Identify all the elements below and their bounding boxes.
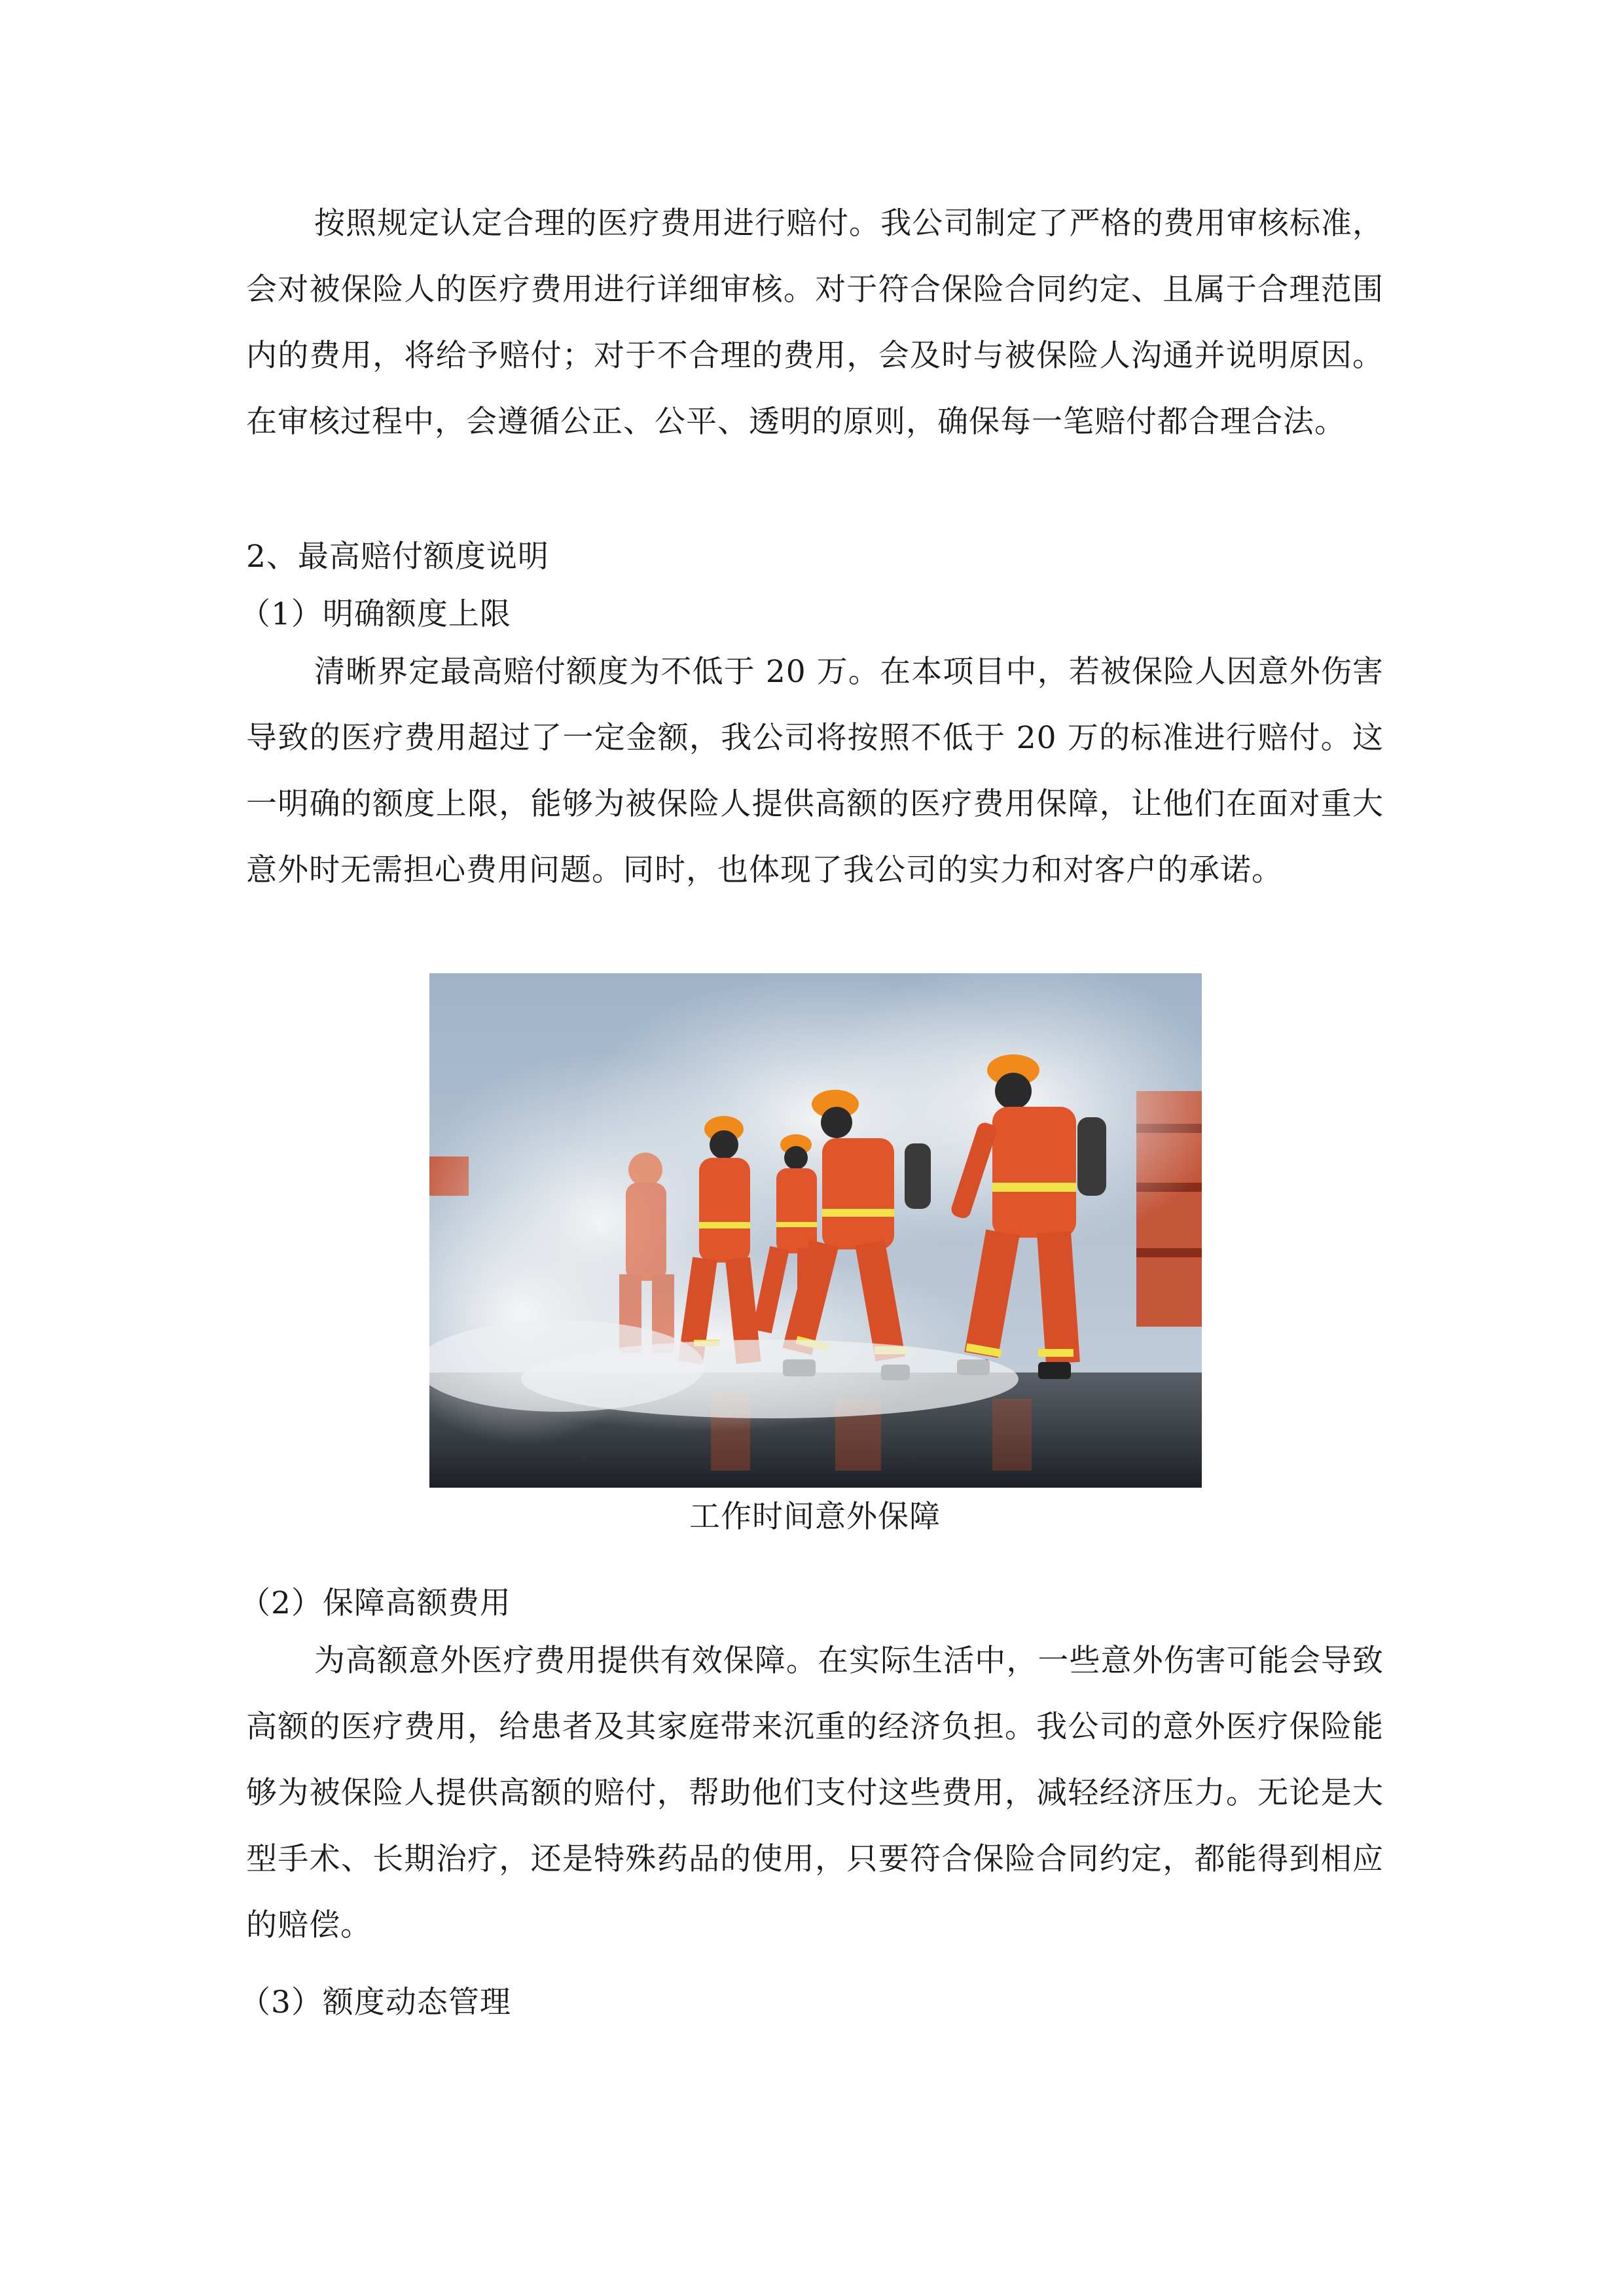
subheading-limit: （1）明确额度上限 bbox=[240, 596, 511, 632]
subheading-high-cost: （2）保障高额费用 bbox=[240, 1585, 511, 1621]
paragraph-high-cost: 为高额意外医疗费用提供有效保障。在实际生活中，一些意外伤害可能会导致高额的医疗费用，给患者及其家庭带来沉重的经济负担。我公司的意外医疗保险能够为被保险人提供高额的赔付，帮助他们支付这些费用，减轻经济压力。无论是大型手术、长期治疗，还是特殊药品的使用，只要符合保险合同约定，都能得到相应的赔偿。 bbox=[246, 1643, 1384, 1943]
figure-caption: 工作时间意外保障 bbox=[689, 1499, 941, 1535]
firefighters-photo-icon bbox=[429, 973, 1202, 1488]
section-heading-max-payout: 2、最高赔付额度说明 bbox=[246, 539, 549, 575]
firefighters-photo bbox=[429, 973, 1202, 1488]
paragraph-limit: 清晰界定最高赔付额度为不低于 20 万。在本项目中，若被保险人因意外伤害导致的医疗费用超过了一定金额，我公司将按照不低于 20 万的标准进行赔付。这一明确的额度上限，能够为被保险人提供高额的医疗费用保障，让他们在面对重大意外时无需担心费用问题。同时，也体现了我公司的实力和对客户的承诺。 bbox=[246, 654, 1384, 888]
paragraph-claim-review: 按照规定认定合理的医疗费用进行赔付。我公司制定了严格的费用审核标准，会对被保险人的医疗费用进行详细审核。对于符合保险合同约定、且属于合理范围内的费用，将给予赔付；对于不合理的费用，会及时与被保险人沟通并说明原因。在审核过程中，会遵循公正、公平、透明的原则，确保每一笔赔付都合理合法。 bbox=[246, 206, 1384, 440]
subheading-dynamic-management: （3）额度动态管理 bbox=[240, 1984, 511, 2020]
